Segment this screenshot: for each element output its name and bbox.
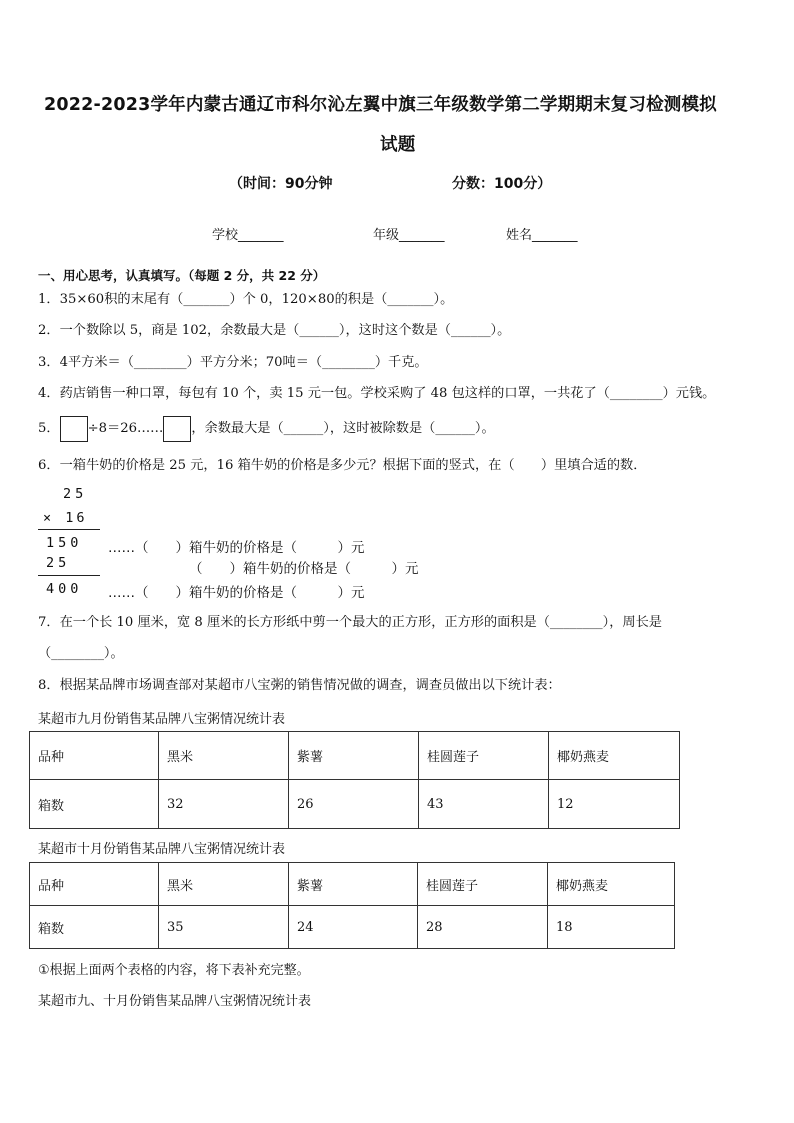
question-7-continued: （________）。 [38, 646, 124, 661]
multiplicand: 25 [63, 486, 88, 502]
table-cell: 椰奶燕麦 [548, 863, 675, 906]
page-title: 2022-2023学年内蒙古通辽市科尔沁左翼中旗三年级数学第二学期期末复习检测模拟 [44, 95, 717, 115]
name-field[interactable]: 姓名_______ [506, 228, 578, 243]
q5-suffix: ，余数最大是（______），这时被除数是（______）。 [191, 421, 495, 436]
question-2: 2．一个数除以 5，商是 102，余数最大是（______），这时这个数是（______）。 [38, 323, 511, 338]
table-cell: 品种 [30, 732, 159, 780]
grade-field[interactable]: 年级_______ [373, 228, 445, 243]
q5-prefix: 5． [38, 421, 60, 436]
partial-product-2: 25 [46, 555, 71, 571]
table-cell: 32 [159, 780, 289, 829]
product-total: 400 [46, 581, 83, 597]
table-cell: 桂圆莲子 [418, 863, 548, 906]
calc-line-1 [38, 529, 100, 530]
partial-product-1: 150 [46, 535, 83, 551]
sub-question-1: ①根据上面两个表格的内容，将下表补充完整。 [38, 963, 310, 978]
october-sales-table [29, 862, 675, 949]
table-cell: 18 [548, 906, 675, 949]
table2-caption: 某超市十月份销售某品牌八宝粥情况统计表 [38, 842, 286, 857]
table-cell: 箱数 [30, 906, 159, 949]
table-cell: 黑米 [159, 732, 289, 780]
question-3: 3．4平方米＝（________）平方分米；70吨＝（________）千克。 [38, 355, 428, 370]
exam-time: （时间：90分钟 [229, 176, 333, 192]
table-cell: 12 [549, 780, 680, 829]
table-cell: 椰奶燕麦 [549, 732, 680, 780]
calc-line-2 [38, 575, 100, 576]
section-heading: 一、用心思考，认真填写。（每题 2 分，共 22 分） [38, 268, 326, 283]
calc-explain-3: ……（ ）箱牛奶的价格是（ ）元 [108, 585, 365, 601]
calc-explain-2: （ ）箱牛奶的价格是（ ）元 [189, 561, 419, 577]
table-cell: 24 [289, 906, 418, 949]
table1-caption: 某超市九月份销售某品牌八宝粥情况统计表 [38, 712, 286, 727]
table-cell: 黑米 [159, 863, 289, 906]
question-1: 1．35×60积的末尾有（_______）个 0，120×80的积是（_______）。 [38, 292, 454, 307]
table-row [30, 863, 675, 906]
school-field[interactable]: 学校_______ [212, 228, 284, 243]
table-row [30, 732, 680, 780]
table-cell: 28 [418, 906, 548, 949]
table-cell: 品种 [30, 863, 159, 906]
question-7: 7．在一个长 10 厘米，宽 8 厘米的长方形纸中剪一个最大的正方形，正方形的面积是（________），周长是 [38, 615, 662, 630]
question-4: 4．药店销售一种口罩，每包有 10 个，卖 15 元一包。学校采购了 48 包这样的口罩，一共花了（________）元钱。 [38, 386, 716, 401]
table-cell: 紫薯 [289, 732, 419, 780]
page-title-continued: 试题 [380, 135, 416, 155]
table3-caption: 某超市九、十月份销售某品牌八宝粥情况统计表 [38, 994, 312, 1009]
remainder-box[interactable] [163, 416, 191, 442]
table-cell: 26 [289, 780, 419, 829]
table-cell: 箱数 [30, 780, 159, 829]
table-cell: 桂圆莲子 [419, 732, 549, 780]
multiplier: × 16 [43, 510, 88, 526]
september-sales-table [29, 731, 680, 829]
question-6: 6．一箱牛奶的价格是 25 元，16 箱牛奶的价格是多少元？根据下面的竖式，在（ ）里填合适的数． [38, 458, 647, 473]
exam-score: 分数：100分） [452, 176, 552, 192]
dividend-box[interactable] [60, 416, 88, 442]
question-8: 8．根据某品牌市场调查部对某超市八宝粥的销售情况做的调查，调查员做出以下统计表： [38, 678, 561, 693]
q5-middle: ÷8＝26…… [87, 421, 164, 436]
question-5 [38, 415, 495, 443]
calc-explain-1: ……（ ）箱牛奶的价格是（ ）元 [108, 540, 365, 556]
table-cell: 43 [419, 780, 549, 829]
table-cell: 35 [159, 906, 289, 949]
table-row [30, 780, 680, 829]
table-cell: 紫薯 [289, 863, 418, 906]
table-row [30, 906, 675, 949]
